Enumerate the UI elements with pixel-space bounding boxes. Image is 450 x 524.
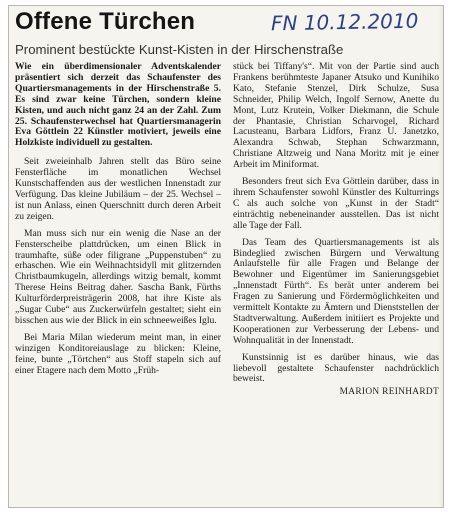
handwritten-date-stamp: FN 10.12.2010 [270,8,419,36]
header-row [9,6,443,40]
article-headline: Offene Türchen [15,8,196,35]
column-left [15,62,221,376]
author-byline: MARION REINHARDT [339,387,439,398]
newspaper-clipping [8,5,444,508]
paragraph: Bei Maria Milan wiederum meint man, in einer winzigen Konditoreiauslage zu blicken: Kleine, feine, bunte „Törtchen“ aus Stoff stapeln sich auf einer Etagere nach dem Motto „Früh- [15,331,221,376]
paragraph: Das Team des Quartiersmanagements ist als Bindeglied zwischen Bürgern und Verwaltung Anlaufstelle für alle Fragen und Belange der Bewohner und Eigentümer im Sanierungsgebiet „Innenstadt Fürth“. Es berät unter anderem bei Fragen zu Sanierung und Fördermöglichkeiten und vermittelt Kontakte zu Ämtern und Dienststellen der Stadtverwaltung. Außerdem initiiert es Projekte und Kooperationen zur Verbesserung der Lebens- und Wohnqualität in der Innenstadt. [233,236,439,346]
article-subheadline: Prominent bestückte Kunst-Kisten in der Hirschenstraße [15,42,344,57]
article-lead: Wie ein überdimensionaler Adventskalender präsentiert sich derzeit das Schaufenster des Quartiersmanagements in der Hirschenstraße 5. Es sind zwar keine Türchen, sondern kleine Kisten, und auch nicht ganz 24 an der Zahl. Zum 25. Schaufensterwechsel hat Quartiersmanagerin Eva Göttlein 22 Künstler motiviert, jeweils eine Holzkiste individuell zu gestalten. [15,61,221,149]
paragraph: Besonders freut sich Eva Göttlein darüber, dass in ihrem Schaufenster sowohl Künstler des Kulturrings C als auch solche von „Kunst in der Stadt“ einträchtig nebeneinander ausstellen. Das ist nicht alle Tage der Fall. [233,176,439,231]
column-right [233,62,439,398]
paragraph: Kunstsinnig ist es darüber hinaus, wie das liebevoll gestaltete Schaufenster nachdrücklich beweist. [233,351,439,385]
paragraph: Seit zweieinhalb Jahren stellt das Büro seine Fensterfläche im monatlichen Wechsel Kunstschaffenden aus der westlichen Innenstadt zur Verfügung. Das kleine Jubiläum – der 25. Wechsel – ist nun Anlass, einen Querschnitt durch deren Arbeit zu zeigen. [15,156,221,222]
article-body [15,62,439,502]
paragraph: stück bei Tiffany's“. Mit von der Partie sind auch Frankens berühmteste Japaner Atsuko und Kunihiko Kato, Stefanie Stenzel, Dirk Schulze, Susa Schneider, Philip Welch, Ingolf Sernow, Anette du Mont, Lutz Krutein, Volker Diekmann, die Schule der Phantasie, Christian Scharvogel, Richard Lacusteanu, Barbara Lidfors, Franz U. Janetzko, Alexandra Schwab, Stephan Schwarzmann, Christiane Altzweig und Nana Moritz mit je einer Arbeit im Miniformat. [233,61,439,171]
paragraph: Man muss sich nur ein wenig die Nase an der Fensterscheibe plattdrücken, um einen Blick in traumhafte, süße oder filigrane „Puppenstuben“ zu erhaschen. Wie ein Weihnachtsidyll mit glitzernden Christbaumkugeln, allerdings witzig bemalt, kommt Therese Heins Beitrag daher. Sascha Bank, Fürths Kulturförderpreisträgerin 2008, hat ihre Kiste als „Sugar Cube“ aus Zuckerwürfeln gestaltet; sieht ein bisschen aus wie der Blick in ein schneeweißes Iglu. [15,227,221,326]
